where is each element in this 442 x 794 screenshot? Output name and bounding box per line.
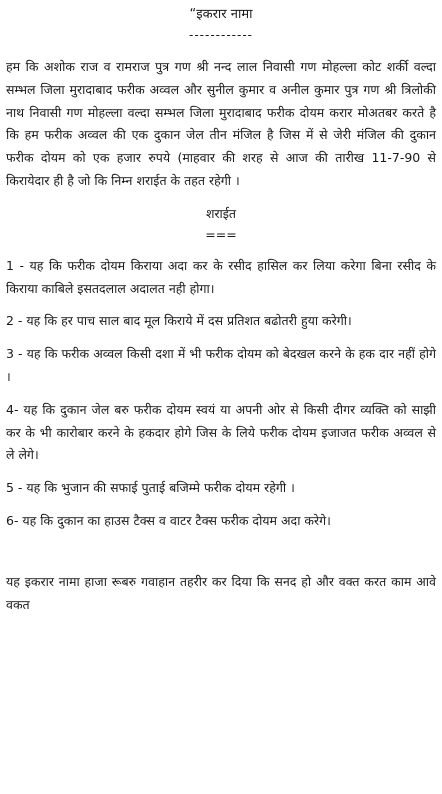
closing-paragraph: यह इकरार नामा हाजा रूबरु गवाहान तहरीर कर दिया कि सनद हो और वक्त करत काम आवे वकत — [6, 573, 436, 612]
conditions-heading: शराईत — [205, 205, 237, 221]
title-separator: ------------ — [189, 28, 253, 42]
clause-1: 1 - यह कि फरीक दोयम किराया अदा कर के रसीद हासिल कर लिया करेगा बिना रसीद के किराया काबिले इसतदलाल अदालत नही होगा। — [6, 257, 436, 296]
conditions-separator: === — [205, 226, 237, 242]
agreement-document — [6, 4, 436, 616]
document-title: “इकरार नामा — [189, 7, 253, 22]
intro-paragraph: हम कि अशोक राज व रामराज पुत्र गण श्री नन्द लाल निवासी गण मोहल्ला कोट शर्की वल्दा सम्भल जिला मुरादाबाद फरीक अव्वल और सुनील कुमार व अनील कुमार पुत्र गण श्री त्रिलोकी नाथ निवासी गण मोहल्ला वल्दा सम्भल जिला मुरादाबाद फरीक दोयम करार मोअतबर करते है कि हम फरीक अव्वल की एक दुकान जेल तीन मंजिल है जिस में से जेरी मंजिल की दुकान फरीक दोयम को एक हजार रुपये (माहवार की शरह से आज की तारीख 11-7-90 से किरायेदार ही है जो कि निम्न शराईत के तहत रहेगी । — [6, 59, 436, 188]
clause-4: 4- यह कि दुकान जेल बरु फरीक दोयम स्वयं या अपनी ओर से किसी दीगर व्यक्ति को साझी कर के भी कारोबार करने के हकदार होगे जिस के लिये फरीक दोयम इजाजत फरीक अव्वल से ले लेगे। — [6, 401, 436, 463]
clause-3: 3 - यह कि फरीक अव्वल किसी दशा में भी फरीक दोयम को बेदखल करने के हक दार नहीं होगे । — [6, 346, 436, 384]
clause-6: 6- यह कि दुकान का हाउस टैक्स व वाटर टैक्स फरीक दोयम अदा करेगे। — [6, 512, 331, 528]
clause-5: 5 - यह कि भुजान की सफाई पुताई बजिम्मे फरीक दोयम रहेगी । — [6, 480, 295, 496]
clause-2: 2 - यह कि हर पाच साल बाद मूल किराये में दस प्रतिशत बढोतरी हुया करेगी। — [6, 313, 352, 329]
